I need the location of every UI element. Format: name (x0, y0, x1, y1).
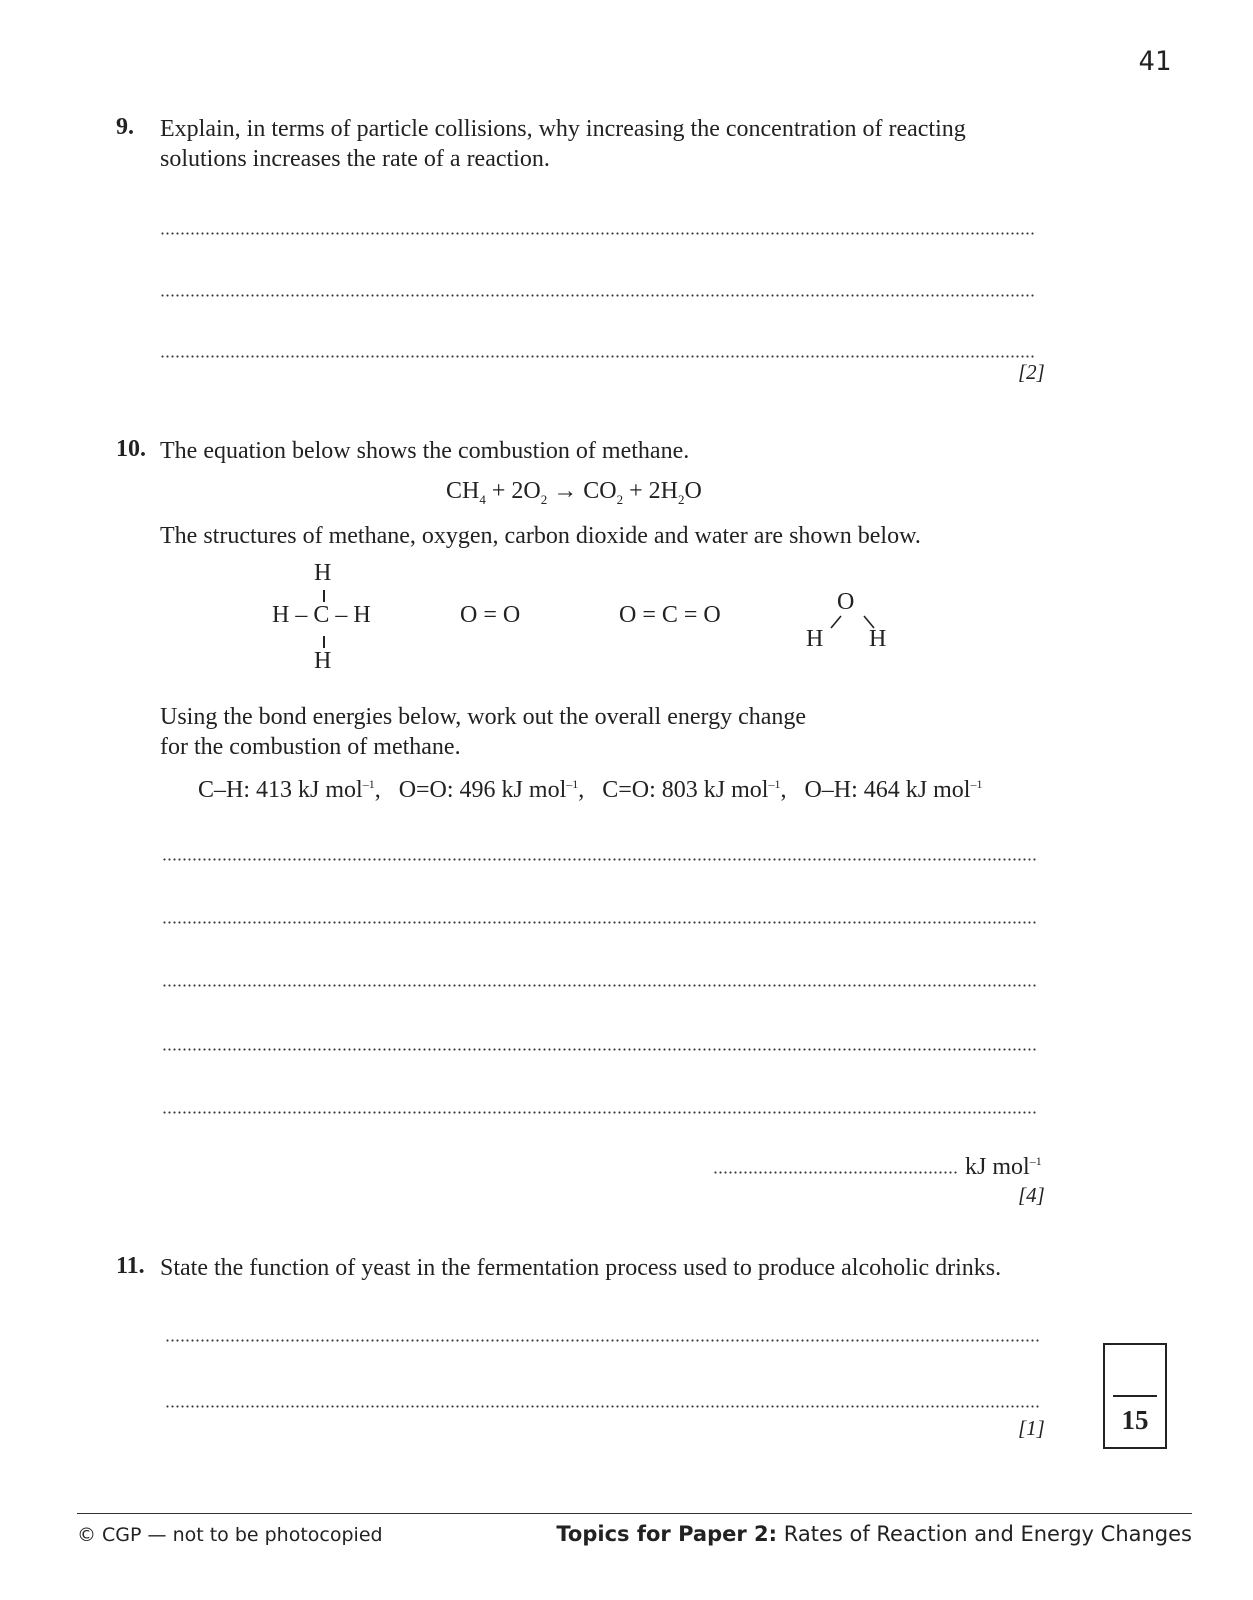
bond-energies (198, 777, 982, 804)
carbon-dioxide-structure: O = C = O (619, 602, 721, 628)
q10-working-line-5[interactable] (162, 1111, 1037, 1114)
q10-working-line-4[interactable] (162, 1048, 1037, 1051)
q9-answer-line-1[interactable] (160, 232, 1035, 235)
q10-working-line-2[interactable] (162, 921, 1037, 924)
bond-energy-oh: O–H: 464 kJ mol$^{-1}$ (804, 777, 983, 803)
question-11-text: State the function of yeast in the fermentation process used to produce alcoholic drinks. (160, 1255, 1002, 1281)
footer-topic: Topics for Paper 2: Rates of Reaction and Energy Changes (556, 1522, 1192, 1546)
score-box-total: 15 (1121, 1405, 1149, 1435)
combustion-equation: $CH_4 + 2O_2 \to CO_2 + 2H_2O$ (446, 478, 702, 507)
q10-answer-field[interactable] (713, 1171, 958, 1174)
q11-marks: [1] (1018, 1416, 1045, 1440)
methane-bottom-bond (323, 636, 325, 648)
methane-top-bond (323, 590, 325, 602)
bond-energy-co: C=O: 803 kJ mol$^{-1}$, (602, 777, 787, 803)
footer-copyright: © CGP — not to be photocopied (77, 1524, 383, 1546)
question-9-text-line-2: solutions increases the rate of a reaction. (160, 146, 550, 172)
q9-answer-line-3[interactable] (160, 355, 1035, 358)
water-h-left: H (806, 626, 824, 652)
q11-answer-line-2[interactable] (165, 1405, 1040, 1408)
q10-working-line-1[interactable] (162, 858, 1037, 861)
structures-intro: The structures of methane, oxygen, carbon dioxide and water are shown below. (160, 523, 921, 549)
q11-answer-line-1[interactable] (165, 1339, 1040, 1342)
question-10-number: 10. (116, 436, 146, 462)
water-bond-left (831, 616, 841, 628)
page-number: 41 (1138, 46, 1171, 77)
score-box-divider (1113, 1395, 1157, 1397)
question-9-number: 9. (116, 114, 134, 140)
footer-rule (77, 1513, 1192, 1514)
score-box[interactable] (1103, 1343, 1167, 1449)
methane-top-h: H (314, 560, 332, 586)
bond-energy-ch: C–H: 413 kJ mol$^{-1}$, (198, 777, 381, 803)
methane-bottom-h: H (314, 648, 332, 674)
water-oxygen: O (837, 589, 855, 615)
q9-marks: [2] (1018, 360, 1045, 384)
q10-working-line-3[interactable] (162, 984, 1037, 987)
instruction-line-2: for the combustion of methane. (160, 734, 461, 760)
bond-energy-oo: O=O: 496 kJ mol$^{-1}$, (398, 777, 585, 803)
instruction-line-1: Using the bond energies below, work out the overall energy change (160, 704, 807, 730)
question-9-text-line-1: Explain, in terms of particle collisions, why increasing the concentration of reacting (160, 116, 966, 142)
q10-marks: [4] (1018, 1183, 1045, 1207)
oxygen-structure: O = O (460, 602, 521, 628)
q9-answer-line-2[interactable] (160, 294, 1035, 297)
methane-middle-row: H – C – H (272, 602, 371, 628)
water-h-right: H (869, 626, 887, 652)
q10-answer-unit: kJ mol$^{-1}$ (965, 1154, 1042, 1180)
question-10-intro: The equation below shows the combustion of methane. (160, 438, 690, 464)
question-11-number: 11. (116, 1253, 145, 1279)
